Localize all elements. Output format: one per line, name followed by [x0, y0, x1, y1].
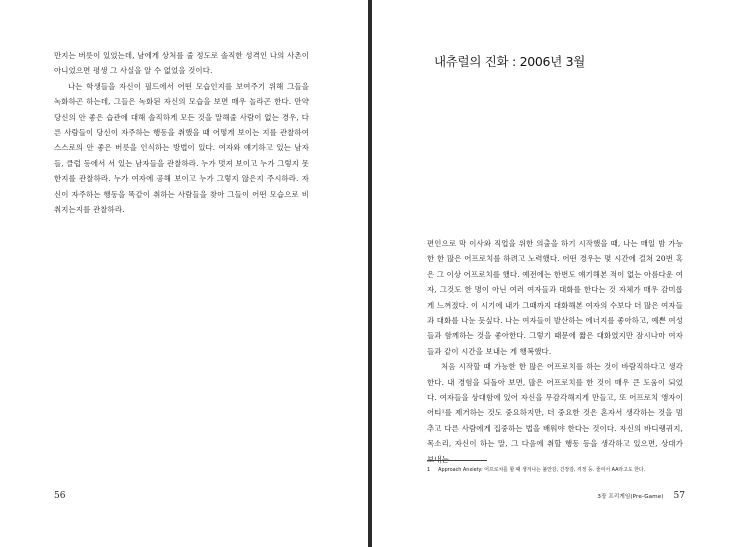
left-page — [0, 0, 368, 547]
left-paragraph-2: 나는 학생들을 자신이 필드에서 어떤 모습인지를 보여주기 위해 그들을 녹화하곤 하는데, 그들은 녹화된 자신의 모습을 보면 매우 놀라곤 한다. 만약 당신의 안 좋은 습관에 대해 솔직하게 모든 것을 말해줄 사람이 없는 경우, 다른 사람들이 당신이 자주하는 행동을 취했을 때 어떻게 보이는 지를 관찰하여 스스로의 안 좋은 버릇을 인식하는 방법이 있다. 여자와 얘기하고 있는 남자들, 클럽 등에서 서 있는 남자들을 관찰하라. 누가 멋져 보이고 누가 그렇지 못한지를 관찰하라. 누가 여자에 공해 보이고 누가 그렇지 않은지 주시하라. 자신이 자주하는 행동을 똑같이 취하는 사람들을 찾아 그들이 어떤 모습으로 비춰지는지를 관찰하라. — [54, 81, 309, 215]
right-paragraph-2: 처음 시작할 때 가능한 한 많은 어프로치를 하는 것이 바람직하다고 생각한다. 내 경험을 되돌아 보면, 많은 어프로치를 한 것이 매우 큰 도움이 되었다. 여자들을 상대함에 있어 자신을 무감각해지게 만들고, 또 어프로치 앵자이어티¹를 제거하는 것도 중요하지만, 더 중요한 것은 혼자서 생각하는 것을 멈추고 다른 사람에게 집중하는 법을 배워야 한다는 것이다. 자신의 바디랭귀지, 목소리, 자신이 하는 말, 그 다음에 취할 행동 등을 생각하고 있으면, 상대가 보내는 — [427, 362, 683, 464]
right-page-footer — [597, 491, 685, 501]
right-page — [372, 0, 740, 547]
footnote-divider — [427, 460, 487, 461]
right-page-body — [427, 236, 683, 467]
footnote — [427, 466, 687, 474]
section-title: 내츄럴의 진화 : 2006년 3월 — [434, 54, 586, 69]
left-paragraph-1: 만지는 버릇이 있었는데, 남에게 상처를 줄 정도로 솔직한 성격인 나의 사촌이 아니었으면 평생 그 사실을 알 수 없었을 것이다. — [54, 51, 309, 76]
right-page-number: 57 — [673, 491, 685, 501]
footnote-text: Approach Anxiety: 어프로치를 할 때 생겨나는 불안감, 긴장감, 걱정 등. 줄여서 AA라고도 한다. — [438, 467, 646, 473]
left-page-body — [54, 48, 309, 217]
footnote-mark: 1 — [427, 467, 431, 473]
running-head: 3장 프리게임(Pre-Game) — [597, 494, 664, 500]
left-page-number: 56 — [54, 491, 66, 501]
right-paragraph-1: 편인으로 막 이사와 직업을 위한 의출을 하기 시작했을 때, 나는 매일 밤 가능한 한 많은 어프로치를 하려고 노력했다. 어떤 경우는 몇 시간에 걸쳐 20번 혹은 그 이상 어프로치를 했다. 예전에는 한번도 얘기해본 적이 없는 아름다운 여자, 그것도 한 명이 아닌 여러 여자들과 대화를 한다는 것 자체가 매우 감미롭게 느껴졌다. 이 시기에 내가 그때까지 대화해본 여자의 수보다 더 많은 여자들과 대화를 나눈 듯싶다. 나는 여자들이 발산하는 에너지를 좋아하고, 예쁜 여성들과 함께하는 것을 좋아한다. 그렇기 때문에 짧은 대화였지만 잠시나마 여자들과 같이 시간을 보내는 게 행복했다. — [427, 239, 683, 356]
